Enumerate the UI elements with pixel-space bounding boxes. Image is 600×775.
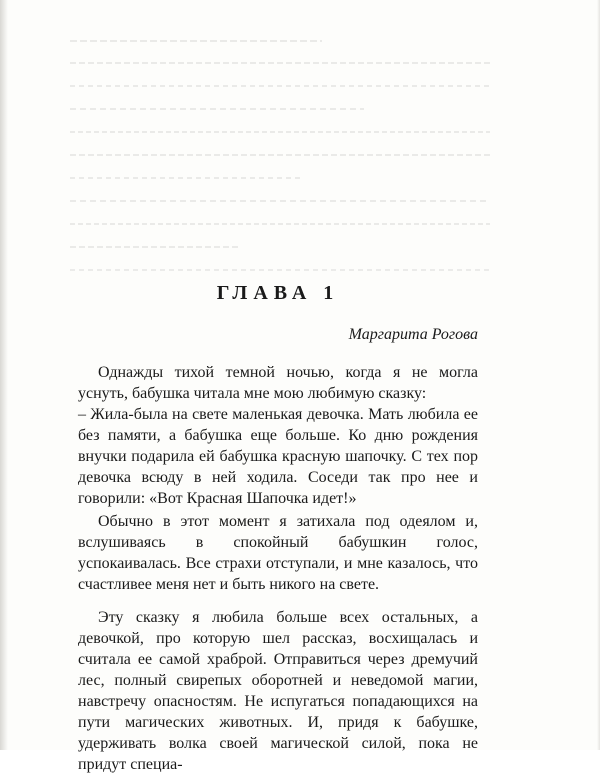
chapter-author: Маргарита Рогова [348, 326, 478, 343]
paragraph: Эту сказку я любила больше всех остальных, а девочкой, про которую шел рассказ, восхищалась и считала ее самой храброй. Отправиться через дремучий лес, полный свирепых оборотней и неведомой магии, навстречу опасностям. Не испугаться попадающихся на пути магических животных. И, придя к бабушке, удерживать волка своей магической силой, пока не придут специа- [78, 609, 478, 773]
paragraph: – Жила-была на свете маленькая девочка. Мать любила ее без памяти, а бабушка еще больше. Ко дню рождения внучки подарила ей бабушка красную шапочку. С тех пор девочка всюду в ней ходила. Соседи так про нее и говорили: «Вот Красная Шапочка идет!» [78, 406, 478, 507]
show-through-texture [70, 30, 490, 292]
chapter-title: ГЛАВА 1 [216, 282, 340, 304]
paragraph: Однажды тихой темной ночью, когда я не могла уснуть, бабушка читала мне мою любимую сказку: [78, 364, 478, 402]
chapter-body [78, 362, 478, 775]
paragraph: Обычно в этот момент я затихала под одеялом и, вслушиваясь в спокойный бабушкин голос, успокаивалась. Все страхи отступали, и мне казалось, что счастливее меня нет и быть никого на свете. [78, 513, 478, 593]
page-gutter-shadow [0, 0, 8, 750]
